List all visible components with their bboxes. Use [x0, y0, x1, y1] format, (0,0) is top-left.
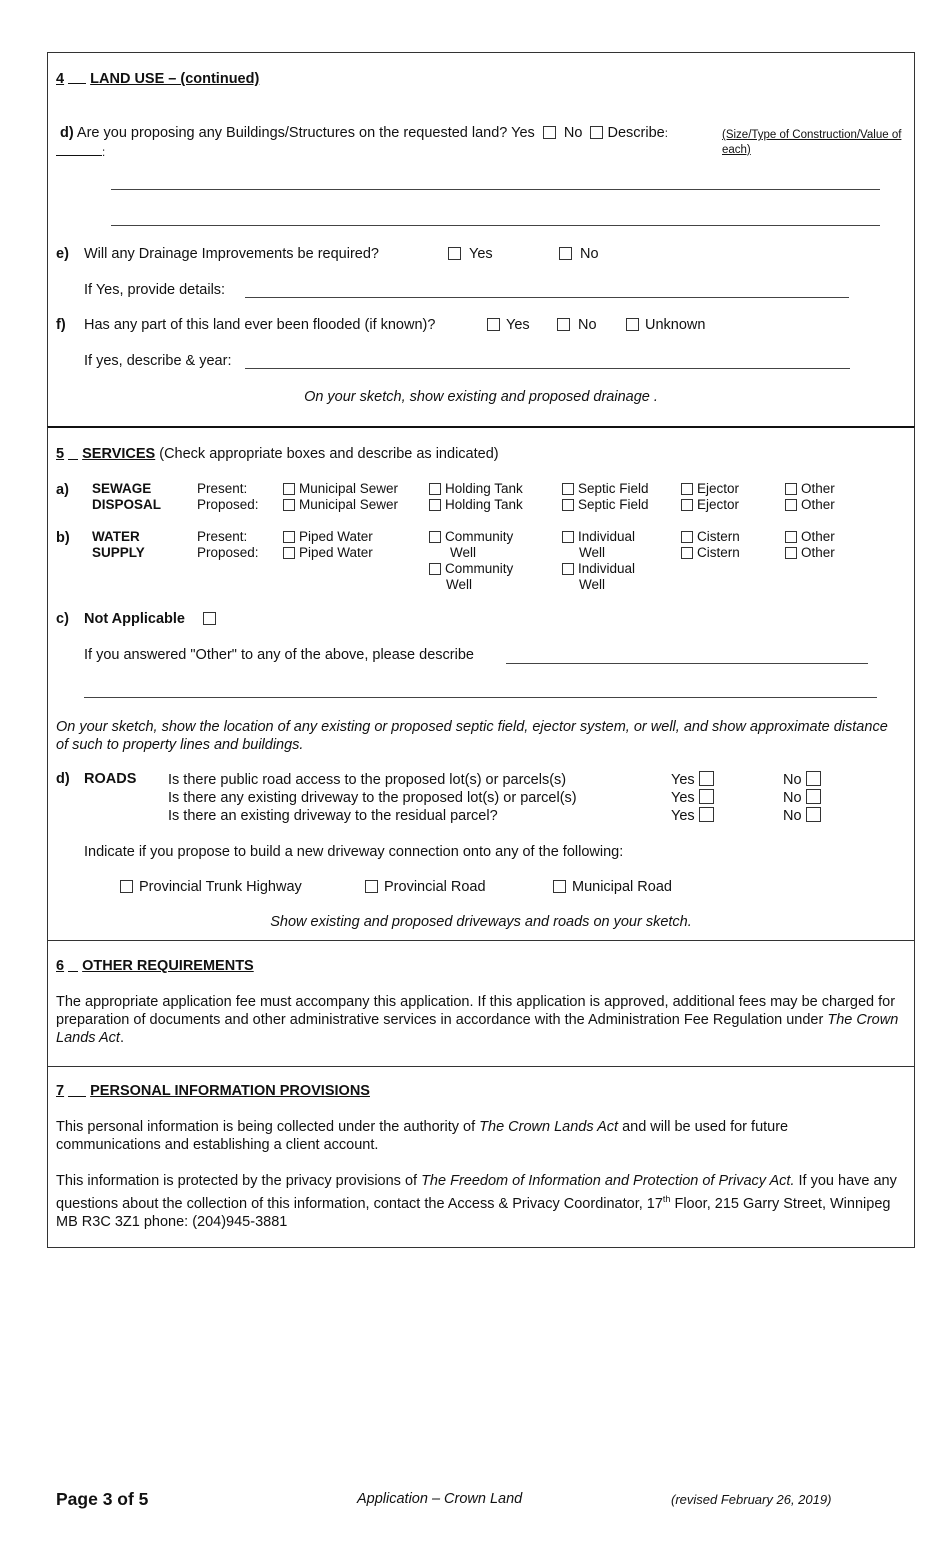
checkbox-5a-present-septic-field[interactable]	[562, 483, 574, 495]
question-4d-hint-tail	[56, 143, 105, 159]
checkbox-4f-unknown[interactable]	[626, 318, 639, 331]
section5-title: SERVICES	[82, 446, 156, 462]
item-5a-label2: DISPOSAL	[92, 497, 162, 512]
checkbox-4e-no[interactable]	[559, 247, 572, 260]
question-4f-text: Has any part of this land ever been flooded (if known)?	[84, 317, 436, 333]
checkbox-5a-present-other[interactable]	[785, 483, 797, 495]
checkbox-provincial-trunk-highway[interactable]	[120, 880, 133, 893]
label-5b-proposed-individual-well: Well	[579, 577, 606, 592]
drainage-note: On your sketch, show existing and proposed drainage .	[304, 389, 658, 405]
section4-title: LAND USE – (continued)	[90, 71, 260, 87]
label-5a-present-ejector: Ejector	[697, 481, 740, 496]
checkbox-provincial-road[interactable]	[365, 880, 378, 893]
item-5b-label1: WATER	[92, 529, 140, 544]
checkbox-5b-proposed-piped-water[interactable]	[283, 547, 295, 559]
item-5a-col3	[562, 481, 649, 513]
label-5a-present-other: Other	[801, 481, 835, 496]
checkbox-5a-present-municipal-sewer[interactable]	[283, 483, 295, 495]
label-5b-proposed-well: Well	[446, 577, 473, 592]
section5-subtitle: (Check appropriate boxes and describe as indicated)	[159, 446, 499, 462]
label-5b-proposed-piped-water: Piped Water	[299, 545, 373, 560]
footer-revised: (revised February 26, 2019)	[671, 1492, 832, 1507]
checkbox-5b-present-other[interactable]	[785, 531, 797, 543]
checkbox-roads-q1-no[interactable]	[806, 771, 821, 786]
label-5b-proposed-community: Community	[445, 561, 514, 576]
label-5a-present-municipal-sewer: Municipal Sewer	[299, 481, 399, 496]
item-5b-label	[92, 529, 145, 561]
road-option-mr	[553, 879, 672, 895]
checkbox-5a-proposed-other[interactable]	[785, 499, 797, 511]
roads-q3-yes-label: Yes	[671, 808, 695, 824]
label-5a-proposed-other: Other	[801, 497, 835, 512]
label-5b-proposed-other: Other	[801, 545, 835, 560]
checkbox-5b-proposed-cistern[interactable]	[681, 547, 693, 559]
section5-number: 5	[56, 446, 65, 462]
label-5b-proposed-individual: Individual	[578, 561, 636, 576]
item-5b-col3	[562, 529, 635, 593]
roads-question-3: Is there an existing driveway to the residual parcel?	[168, 808, 498, 824]
checkbox-4e-yes[interactable]	[448, 247, 461, 260]
checkbox-roads-q2-yes[interactable]	[699, 789, 714, 804]
section6-heading	[56, 958, 254, 974]
other-describe-prompt: If you answered "Other" to any of the above, please describe	[84, 647, 474, 663]
footer-page-number: Page 3 of 5	[56, 1489, 149, 1509]
checkbox-5a-present-holding-tank[interactable]	[429, 483, 441, 495]
label-5b-present-piped-water: Piped Water	[299, 529, 373, 544]
item-5b-status	[197, 529, 259, 561]
item-5a-present: Present:	[197, 481, 248, 496]
question-4d-hint-line1	[722, 128, 904, 158]
checkbox-roads-q3-no[interactable]	[806, 807, 821, 822]
section4-number: 4	[56, 71, 65, 87]
question-4d-text: Are you proposing any Buildings/Structures on the requested land? Yes	[76, 125, 535, 141]
item-5c-label: Not Applicable	[84, 611, 185, 627]
checkbox-5a-present-ejector[interactable]	[681, 483, 693, 495]
section5-heading	[56, 446, 499, 462]
section7-p2-start: This information is protected by the privacy provisions of	[56, 1173, 422, 1189]
road-option-mr-label: Municipal Road	[572, 879, 672, 895]
option-4f-unknown-label: Unknown	[645, 317, 706, 333]
checkbox-roads-q3-yes[interactable]	[699, 807, 714, 822]
section6-number: 6	[56, 958, 65, 974]
roads-q1-yes-label: Yes	[671, 772, 695, 788]
section7-number: 7	[56, 1083, 65, 1099]
checkbox-4f-yes[interactable]	[487, 318, 500, 331]
question-4e-details: If Yes, provide details:	[84, 282, 226, 298]
option-4e-no	[559, 246, 599, 262]
roads-questions	[168, 771, 577, 825]
describe-4d-line1[interactable]	[111, 189, 880, 190]
label-5b-present-cistern: Cistern	[697, 529, 740, 544]
section7-heading	[56, 1083, 370, 1099]
section6-title: OTHER REQUIREMENTS	[82, 958, 254, 974]
section7-p2-sup: th	[662, 1194, 671, 1204]
item-5b-label2: SUPPLY	[92, 545, 145, 560]
roads-q2-yes-label: Yes	[671, 790, 695, 806]
checkbox-4d-no[interactable]	[590, 126, 603, 139]
section6-text	[56, 993, 901, 1047]
item-5a-letter: a)	[56, 482, 69, 498]
question-4e-text: Will any Drainage Improvements be required?	[84, 246, 379, 262]
question-4d-hint: (Size/Type of Construction/Value of each)	[722, 129, 902, 156]
question-4f-details: If yes, describe & year:	[84, 353, 232, 369]
section7-title: PERSONAL INFORMATION PROVISIONS	[90, 1083, 370, 1099]
label-5a-proposed-ejector: Ejector	[697, 497, 740, 512]
checkbox-5a-proposed-septic-field[interactable]	[562, 499, 574, 511]
road-option-pth-label: Provincial Trunk Highway	[139, 879, 302, 895]
label-5b-present-individual: Individual	[578, 529, 636, 544]
checkbox-roads-q2-no[interactable]	[806, 789, 821, 804]
section4-frame	[47, 52, 915, 427]
roads-sketch-note: Show existing and proposed driveways and roads on your sketch.	[270, 914, 692, 930]
item-5a-label	[92, 481, 161, 513]
option-4e-yes-label: Yes	[469, 246, 493, 262]
item-5a-proposed: Proposed:	[197, 497, 259, 512]
option-4f-yes-label: Yes	[506, 317, 530, 333]
section7-p2-end: Floor, 215 Garry Street, Winnipeg MB R3C 3Z1 phone: (204)945-3881	[56, 1195, 891, 1230]
item-5d-letter: d)	[56, 771, 70, 787]
details-4e-line[interactable]	[245, 297, 849, 298]
checkbox-5b-present-cistern[interactable]	[681, 531, 693, 543]
item-5b-proposed: Proposed:	[197, 545, 259, 560]
checkbox-5b-present-community-well[interactable]	[429, 531, 441, 543]
item-5a-col4	[681, 481, 739, 513]
describe-4d-line2[interactable]	[111, 225, 880, 226]
section4-heading	[56, 71, 259, 87]
checkbox-not-applicable[interactable]	[203, 612, 216, 625]
item-5c	[84, 611, 216, 627]
item-5b-col2	[429, 529, 513, 593]
section7-p2-act: The Freedom of Information and Protection of Privacy Act.	[421, 1173, 795, 1189]
section6-text-end: .	[119, 1030, 124, 1046]
question-4d-no: No	[563, 125, 583, 141]
label-5b-present-community: Community	[445, 529, 514, 544]
option-4f-no-label: No	[578, 317, 597, 333]
item-5b-col5	[785, 529, 835, 561]
item-5a-col2	[429, 481, 523, 513]
item-5a-status	[197, 481, 259, 513]
item-5b-col1	[283, 529, 373, 561]
checkbox-5b-present-individual-well[interactable]	[562, 531, 574, 543]
checkbox-5a-proposed-municipal-sewer[interactable]	[283, 499, 295, 511]
option-4f-no	[557, 317, 597, 333]
roads-no-column	[783, 771, 821, 825]
roads-yes-column	[671, 771, 714, 825]
question-4d	[60, 125, 668, 141]
septic-sketch-note: On your sketch, show the location of any existing or proposed septic field, ejector system, or well, and show approximate distance of such to property lines and buildings.	[56, 719, 888, 753]
roads-question-2: Is there any existing driveway to the proposed lot(s) or parcel(s)	[168, 790, 577, 806]
label-5b-proposed-cistern: Cistern	[697, 545, 740, 560]
checkbox-5b-present-piped-water[interactable]	[283, 531, 295, 543]
road-option-pr	[365, 879, 486, 895]
details-4f-line[interactable]	[245, 368, 850, 369]
option-4e-yes	[448, 246, 493, 262]
checkbox-roads-q1-yes[interactable]	[699, 771, 714, 786]
label-5b-present-individual-well: Well	[579, 545, 606, 560]
item-5b-letter: b)	[56, 530, 70, 546]
section7-p2-mid: If you have any questions about the collection of this information, contact the Access & Privacy Coordinator, 17	[56, 1173, 897, 1212]
section7-p1-act: The Crown Lands Act	[479, 1119, 619, 1135]
section7-p1-start: This personal information is being collected under the authority of	[56, 1119, 480, 1135]
other-describe-line2[interactable]	[84, 697, 877, 698]
item-5c-letter: c)	[56, 611, 69, 627]
option-4e-no-label: No	[580, 246, 599, 262]
item-5a-label1: SEWAGE	[92, 481, 152, 496]
item-5d-label: ROADS	[84, 771, 137, 787]
label-5b-present-other: Other	[801, 529, 835, 544]
section7-p1-end: and will be used for future communications and establishing a client account.	[56, 1119, 789, 1153]
question-4d-describe-colon: :	[664, 128, 668, 140]
other-describe-line1[interactable]	[506, 663, 868, 664]
item-5b-col4	[681, 529, 740, 561]
road-option-pth	[120, 879, 302, 895]
checkbox-5a-proposed-holding-tank[interactable]	[429, 499, 441, 511]
question-4d-hint-colon: :	[102, 147, 106, 159]
item-5b-present: Present:	[197, 529, 248, 544]
item-5a-col5	[785, 481, 835, 513]
roads-q2-no-label: No	[783, 790, 802, 806]
question-4f-letter: f)	[56, 317, 66, 333]
driveway-prompt: Indicate if you propose to build a new driveway connection onto any of the following:	[84, 844, 624, 860]
road-option-pr-label: Provincial Road	[384, 879, 486, 895]
label-5a-proposed-municipal-sewer: Municipal Sewer	[299, 497, 399, 512]
label-5a-proposed-holding-tank: Holding Tank	[445, 497, 523, 512]
checkbox-5b-proposed-individual-well[interactable]	[562, 563, 574, 575]
item-5a-col1	[283, 481, 398, 513]
roads-q3-no-label: No	[783, 808, 802, 824]
roads-q1-no-label: No	[783, 772, 802, 788]
question-4d-describe: Describe	[607, 125, 665, 141]
label-5b-present-well: Well	[450, 545, 477, 560]
label-5a-present-holding-tank: Holding Tank	[445, 481, 523, 496]
checkbox-5b-proposed-community-well[interactable]	[429, 563, 441, 575]
question-4d-letter: d)	[60, 125, 74, 141]
option-4f-yes	[487, 317, 530, 333]
footer-title: Application – Crown Land	[357, 1491, 523, 1507]
label-5a-proposed-septic-field: Septic Field	[578, 497, 649, 512]
checkbox-5b-proposed-other[interactable]	[785, 547, 797, 559]
checkbox-5a-proposed-ejector[interactable]	[681, 499, 693, 511]
checkbox-4f-no[interactable]	[557, 318, 570, 331]
section6-text-start: The appropriate application fee must accompany this application. If this application is approved, additional fees may be charged for preparation of documents and other administrative services in accordance with the Administration Fee Regulation under	[56, 994, 896, 1028]
checkbox-municipal-road[interactable]	[553, 880, 566, 893]
roads-question-1: Is there public road access to the proposed lot(s) or parcels(s)	[168, 772, 567, 788]
label-5a-present-septic-field: Septic Field	[578, 481, 649, 496]
option-4f-unknown	[626, 317, 705, 333]
section6-act: The Crown Lands Act	[56, 1012, 899, 1046]
section7-paragraph1	[56, 1118, 876, 1154]
section7-paragraph2	[56, 1172, 908, 1231]
checkbox-4d-yes[interactable]	[543, 126, 556, 139]
question-4e-letter: e)	[56, 246, 69, 262]
